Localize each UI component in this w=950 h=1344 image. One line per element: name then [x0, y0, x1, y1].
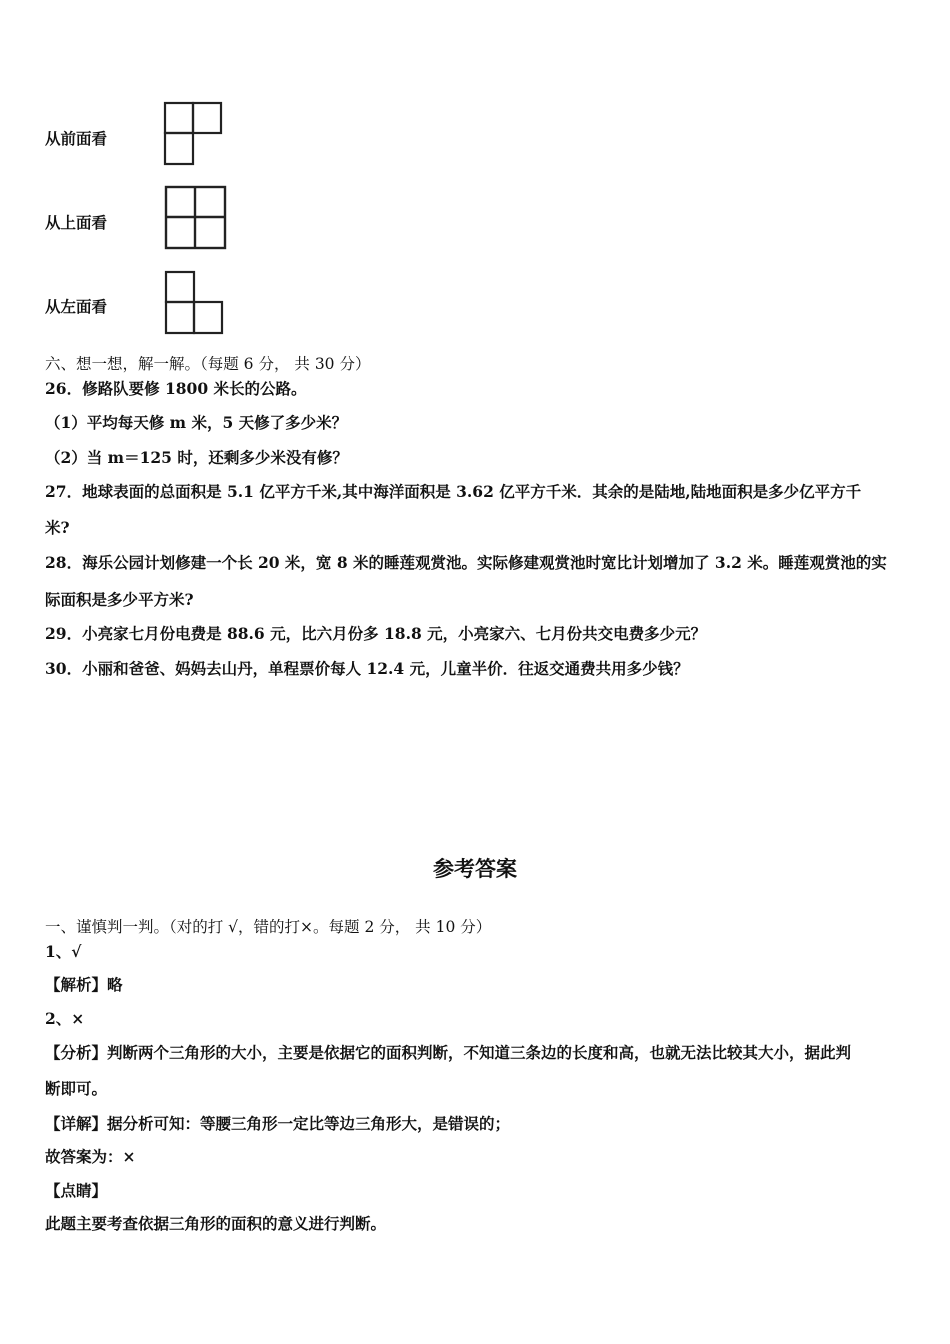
question-28-line2: 际面积是多少平方米? — [45, 590, 194, 609]
question-27-line2: 米? — [45, 518, 70, 537]
answer-2-analysis-line1: 【分析】判断两个三角形的大小，主要是依据它的面积判断，不知道三条边的长度和高，也就无法比较其大小，据此判 — [45, 1043, 852, 1062]
answer-2-analysis-line2: 断即可。 — [45, 1079, 108, 1098]
section6-heading: 六、想一想，解一解。（每题 6 分， 共 30 分） — [45, 355, 371, 373]
answer-2-detail: 【详解】据分析可知：等腰三角形一定比等边三角形大，是错误的； — [45, 1114, 511, 1133]
question-26: 26．修路队要修 1800 米长的公路。 — [45, 379, 307, 398]
question-29: 29．小亮家七月份电费是 88.6 元，比六月份多 18.8 元，小亮家六、七月份共交电费多少元？ — [45, 624, 707, 643]
answers-heading: 一、谨慎判一判。（对的打 √，错的打×。每题 2 分， 共 10 分） — [45, 918, 492, 936]
front-view-label: 从前面看 — [45, 129, 108, 148]
top-view-icon — [164, 185, 228, 251]
answer-1: 1、√ — [45, 942, 82, 961]
question-30: 30．小丽和爸爸、妈妈去山丹，单程票价每人 12.4 元，儿童半价．往返交通费共用多少钱？ — [45, 659, 689, 678]
top-view-label: 从上面看 — [45, 213, 108, 232]
answer-2-note: 此题主要考查依据三角形的面积的意义进行判断。 — [45, 1214, 387, 1233]
question-27-line1: 27．地球表面的总面积是 5.1 亿平方千米,其中海洋面积是 3.62 亿平方千米．其余的是陆地,陆地面积是多少亿平方千 — [45, 482, 862, 501]
question-26-1: （1）平均每天修 m 米，5 天修了多少米？ — [45, 413, 348, 432]
answer-1-analysis: 【解析】略 — [45, 975, 123, 994]
answer-2-note-label: 【点睛】 — [45, 1181, 108, 1200]
left-view-icon — [164, 270, 226, 336]
question-28-line1: 28．海乐公园计划修建一个长 20 米，宽 8 米的睡莲观赏池。实际修建观赏池时宽比计划增加了 3.2 米。睡莲观赏池的实 — [45, 553, 887, 572]
question-26-2: （2）当 m＝125 时，还剩多少米没有修？ — [45, 448, 348, 467]
front-view-icon — [163, 101, 225, 167]
answer-2: 2、× — [45, 1009, 85, 1028]
answer-2-result: 故答案为：× — [45, 1147, 136, 1166]
answers-title: 参考答案 — [433, 857, 517, 881]
left-view-label: 从左面看 — [45, 297, 108, 316]
